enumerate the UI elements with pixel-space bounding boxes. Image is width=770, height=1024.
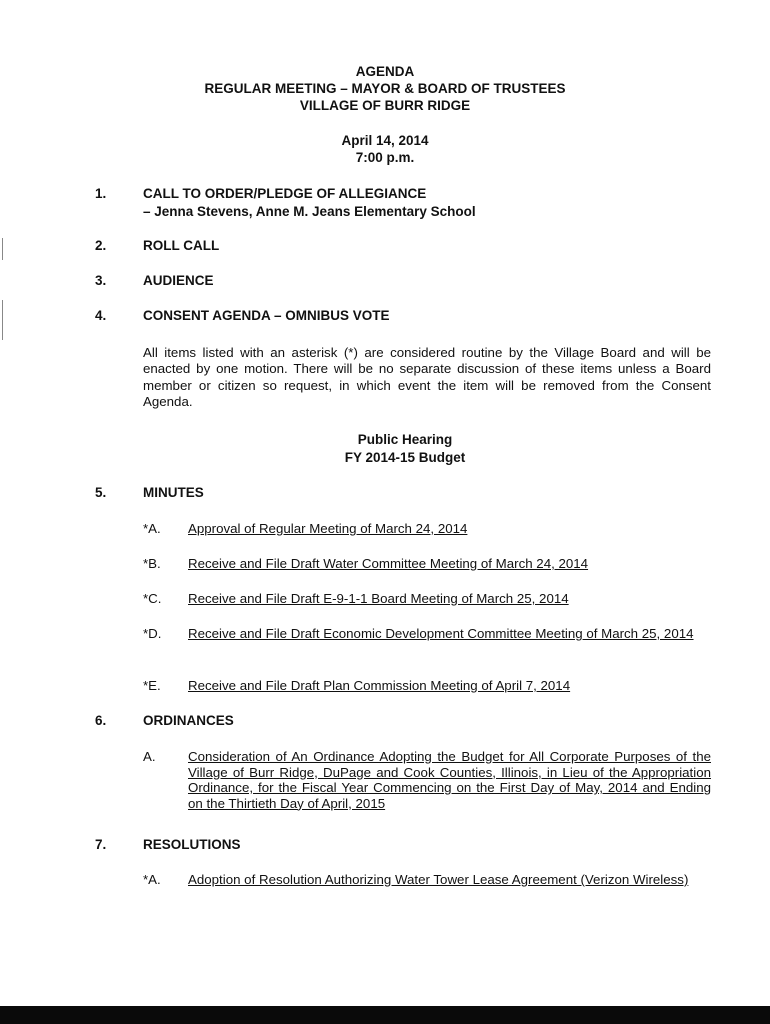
consent-agenda-paragraph: All items listed with an asterisk (*) are considered routine by the Village Board and will be enacted by one motion. There will be no separate discussion of these items unless a Board member or citizen so request, in which event the item will be removed from the Consent Agenda. [143,345,711,410]
item-title-resolutions: RESOLUTIONS [143,837,241,852]
minutes-item-link[interactable]: Receive and File Draft Plan Commission Meeting of April 7, 2014 [188,678,571,693]
public-hearing-title: Public Hearing [357,432,453,447]
item-title-call-to-order: CALL TO ORDER/PLEDGE OF ALLEGIANCE [143,186,427,201]
minutes-item-link[interactable]: Receive and File Draft Economic Development Committee Meeting of March 25, 2014 [188,626,694,641]
resolution-item-link[interactable]: Adoption of Resolution Authorizing Water Tower Lease Agreement (Verizon Wireless) [188,872,689,887]
item-number: 1. [95,186,107,201]
resolution-letter: *A. [143,872,161,887]
item-title-ordinances: ORDINANCES [143,713,234,728]
scan-edge-mark [2,238,3,260]
minutes-item-link[interactable]: Receive and File Draft Water Committee Meeting of March 24, 2014 [188,556,589,571]
agenda-title: AGENDA [355,64,415,79]
item-number: 6. [95,713,107,728]
item-subtitle: – Jenna Stevens, Anne M. Jeans Elementary School [143,204,476,219]
meeting-date: April 14, 2014 [341,133,429,148]
item-number: 3. [95,273,107,288]
minutes-item-link[interactable]: Receive and File Draft E-9-1-1 Board Meeting of March 25, 2014 [188,591,569,606]
item-title-consent-agenda: CONSENT AGENDA – OMNIBUS VOTE [143,308,390,323]
item-number: 5. [95,485,107,500]
minutes-letter: *B. [143,556,161,571]
scan-bottom-bar [0,1006,770,1024]
minutes-letter: *C. [143,591,162,606]
minutes-item-link[interactable]: Approval of Regular Meeting of March 24, 2014 [188,521,468,536]
item-title-minutes: MINUTES [143,485,204,500]
minutes-letter: *A. [143,521,161,536]
item-title-roll-call: ROLL CALL [143,238,220,253]
meeting-title: REGULAR MEETING – MAYOR & BOARD OF TRUSTEES [204,81,566,96]
meeting-time: 7:00 p.m. [355,150,415,165]
ordinance-letter: A. [143,749,156,764]
item-number: 2. [95,238,107,253]
minutes-letter: *D. [143,626,162,641]
item-number: 4. [95,308,107,323]
minutes-letter: *E. [143,678,161,693]
public-hearing-subtitle: FY 2014-15 Budget [344,450,466,465]
ordinance-item-link[interactable]: Consideration of An Ordinance Adopting the Budget for All Corporate Purposes of the Village of Burr Ridge, DuPage and Cook Counties, Illinois, in Lieu of the Appropriation Ordinance, for the Fiscal Year Commencing on the First Day of May, 2014 and Ending on the Thirtieth Day of April, 2015 [188,749,711,811]
item-title-audience: AUDIENCE [143,273,214,288]
item-number: 7. [95,837,107,852]
village-name: VILLAGE OF BURR RIDGE [299,98,471,113]
scan-edge-mark [2,300,3,340]
